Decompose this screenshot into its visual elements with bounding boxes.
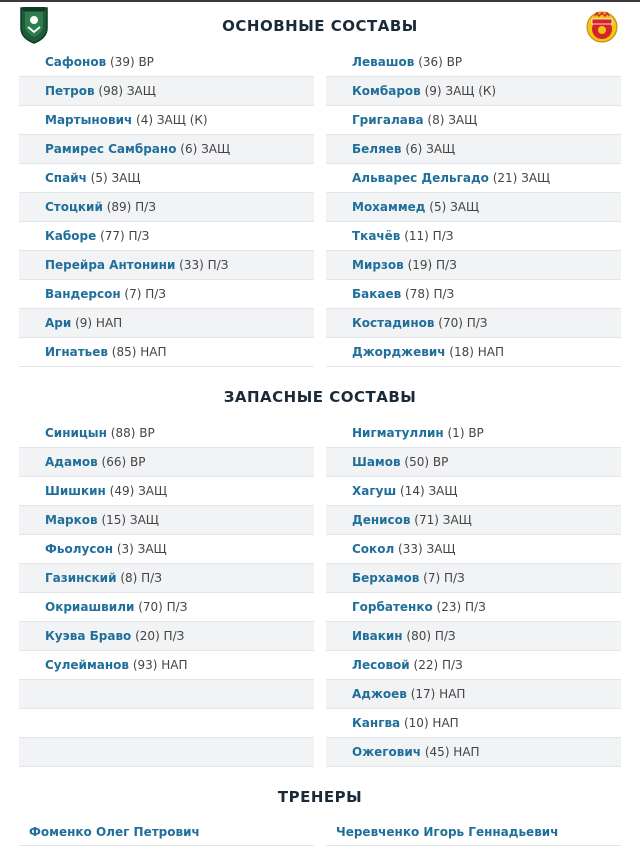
player-name-link[interactable]: Ари	[45, 316, 72, 330]
player-name-link[interactable]: Марков	[45, 513, 98, 527]
player-row[interactable]	[326, 622, 621, 651]
player-name-link[interactable]: Альварес Дельгадо	[352, 171, 489, 185]
player-row[interactable]	[19, 477, 314, 506]
player-row[interactable]	[326, 222, 621, 251]
player-name-link[interactable]: Шишкин	[45, 484, 106, 498]
player-name-link[interactable]: Адамов	[45, 455, 98, 469]
player-row[interactable]	[326, 135, 621, 164]
player-number-position: (22) П/З	[409, 658, 463, 672]
subs-away-list	[326, 419, 621, 767]
player-number-position: (80) П/З	[402, 629, 456, 643]
player-number-position: (23) П/З	[432, 600, 486, 614]
player-name-link[interactable]: Кангва	[352, 716, 401, 730]
player-row[interactable]	[326, 309, 621, 338]
player-row[interactable]	[19, 506, 314, 535]
player-row[interactable]	[326, 535, 621, 564]
player-name-link[interactable]: Денисов	[352, 513, 411, 527]
player-number-position: (4) ЗАЩ (К)	[132, 113, 208, 127]
empty-row	[19, 680, 314, 709]
player-name-link[interactable]: Хагуш	[352, 484, 397, 498]
player-number-position: (6) ЗАЩ	[176, 142, 231, 156]
player-number-position: (15) ЗАЩ	[97, 513, 159, 527]
player-number-position: (3) ЗАЩ	[113, 542, 167, 556]
top-border	[0, 0, 640, 2]
player-number-position: (85) НАП	[107, 345, 167, 359]
player-row[interactable]	[19, 106, 314, 135]
player-row[interactable]	[326, 448, 621, 477]
away-coach-link[interactable]: Черевченко Игорь Геннадьевич	[326, 817, 621, 846]
player-number-position: (8) П/З	[116, 571, 162, 585]
starting-away-list	[326, 48, 621, 367]
player-number-position: (70) П/З	[134, 600, 188, 614]
player-row[interactable]	[19, 535, 314, 564]
player-row[interactable]	[326, 193, 621, 222]
empty-row	[19, 738, 314, 767]
player-row[interactable]	[326, 280, 621, 309]
player-number-position: (50) ВР	[400, 455, 449, 469]
player-row[interactable]	[19, 651, 314, 680]
player-name-link[interactable]: Фьолусон	[45, 542, 113, 556]
player-name-link[interactable]: Вандерсон	[45, 287, 121, 301]
player-row[interactable]	[326, 506, 621, 535]
player-row[interactable]	[326, 738, 621, 767]
player-number-position: (9) НАП	[71, 316, 123, 330]
player-name-link[interactable]: Лесовой	[352, 658, 410, 672]
player-row[interactable]	[326, 680, 621, 709]
player-name-link[interactable]: Беляев	[352, 142, 402, 156]
player-name-link[interactable]: Мартынович	[45, 113, 133, 127]
player-row[interactable]	[19, 164, 314, 193]
player-number-position: (10) НАП	[400, 716, 459, 730]
player-name-link[interactable]: Сокол	[352, 542, 395, 556]
player-row[interactable]	[19, 338, 314, 367]
player-name-link[interactable]: Рамирес Самбрано	[45, 142, 177, 156]
player-row[interactable]	[19, 48, 314, 77]
player-name-link[interactable]: Каборе	[45, 229, 97, 243]
player-name-link[interactable]: Мохаммед	[352, 200, 426, 214]
player-number-position: (70) П/З	[434, 316, 488, 330]
player-number-position: (5) ЗАЩ	[86, 171, 141, 185]
player-number-position: (14) ЗАЩ	[396, 484, 458, 498]
player-row[interactable]	[19, 222, 314, 251]
player-row[interactable]	[326, 48, 621, 77]
player-name-link[interactable]: Ожегович	[352, 745, 422, 759]
player-name-link[interactable]: Бакаев	[352, 287, 402, 301]
player-name-link[interactable]: Спайч	[45, 171, 87, 185]
player-name-link[interactable]: Газинский	[45, 571, 117, 585]
player-number-position: (18) НАП	[445, 345, 505, 359]
player-number-position: (71) ЗАЩ	[410, 513, 472, 527]
player-name-link[interactable]: Комбаров	[352, 84, 421, 98]
player-name-link[interactable]: Шамов	[352, 455, 401, 469]
player-name-link[interactable]: Куэва Браво	[45, 629, 132, 643]
player-number-position: (98) ЗАЩ	[94, 84, 156, 98]
player-number-position: (6) ЗАЩ	[401, 142, 456, 156]
player-row[interactable]	[326, 564, 621, 593]
player-name-link[interactable]: Берхамов	[352, 571, 420, 585]
player-number-position: (66) ВР	[97, 455, 146, 469]
player-name-link[interactable]: Сафонов	[45, 55, 107, 69]
player-number-position: (7) П/З	[419, 571, 465, 585]
player-row[interactable]	[19, 280, 314, 309]
player-name-link[interactable]: Нигматуллин	[352, 426, 444, 440]
player-row[interactable]	[326, 338, 621, 367]
player-name-link[interactable]: Джорджевич	[352, 345, 446, 359]
player-row[interactable]	[19, 309, 314, 338]
player-row[interactable]	[326, 164, 621, 193]
player-row[interactable]	[326, 593, 621, 622]
player-row[interactable]	[326, 709, 621, 738]
player-number-position: (77) П/З	[96, 229, 150, 243]
player-number-position: (20) П/З	[131, 629, 185, 643]
player-row[interactable]	[19, 251, 314, 280]
player-number-position: (89) П/З	[102, 200, 156, 214]
player-name-link[interactable]: Синицын	[45, 426, 107, 440]
player-name-link[interactable]: Ивакин	[352, 629, 403, 643]
subs-heading: ЗАПАСНЫЕ СОСТАВЫ	[223, 388, 417, 406]
player-name-link[interactable]: Игнатьев	[45, 345, 108, 359]
player-number-position: (78) П/З	[401, 287, 455, 301]
player-number-position: (39) ВР	[106, 55, 154, 69]
player-row[interactable]	[326, 77, 621, 106]
home-coach-link[interactable]: Фоменко Олег Петрович	[19, 817, 314, 846]
player-row[interactable]	[19, 564, 314, 593]
player-name-link[interactable]: Перейра Антонини	[45, 258, 176, 272]
player-row[interactable]	[19, 419, 314, 448]
player-name-link[interactable]: Окриашвили	[45, 600, 135, 614]
player-row[interactable]	[19, 622, 314, 651]
player-number-position: (5) ЗАЩ	[425, 200, 480, 214]
player-number-position: (33) П/З	[175, 258, 229, 272]
player-row[interactable]	[19, 593, 314, 622]
starting-lineups-heading: ОСНОВНЫЕ СОСТАВЫ	[222, 17, 418, 35]
player-row[interactable]	[326, 477, 621, 506]
player-name-link[interactable]: Сулейманов	[45, 658, 129, 672]
player-name-link[interactable]: Ткачёв	[352, 229, 401, 243]
player-number-position: (93) НАП	[129, 658, 188, 672]
player-number-position: (36) ВР	[414, 55, 463, 69]
player-number-position: (33) ЗАЩ	[394, 542, 456, 556]
player-number-position: (11) П/З	[400, 229, 454, 243]
subs-home-list	[19, 419, 314, 767]
player-number-position: (7) П/З	[120, 287, 166, 301]
player-row[interactable]	[326, 651, 621, 680]
player-name-link[interactable]: Левашов	[352, 55, 415, 69]
player-number-position: (21) ЗАЩ	[488, 171, 551, 185]
player-number-position: (88) ВР	[106, 426, 155, 440]
player-name-link[interactable]: Горбатенко	[352, 600, 433, 614]
coaches-heading: ТРЕНЕРЫ	[277, 788, 363, 806]
player-name-link[interactable]: Костадинов	[352, 316, 435, 330]
player-row[interactable]	[326, 106, 621, 135]
player-row[interactable]	[19, 77, 314, 106]
player-name-link[interactable]: Стоцкий	[45, 200, 103, 214]
player-name-link[interactable]: Петров	[45, 84, 95, 98]
player-number-position: (17) НАП	[406, 687, 466, 701]
player-number-position: (19) П/З	[403, 258, 457, 272]
player-row[interactable]	[19, 448, 314, 477]
starting-home-list	[19, 48, 314, 367]
player-number-position: (49) ЗАЩ	[105, 484, 168, 498]
player-number-position: (9) ЗАЩ (К)	[420, 84, 497, 98]
player-number-position: (1) ВР	[443, 426, 484, 440]
player-number-position: (8) ЗАЩ	[423, 113, 478, 127]
player-name-link[interactable]: Григалава	[352, 113, 424, 127]
player-number-position: (45) НАП	[421, 745, 480, 759]
empty-row	[19, 709, 314, 738]
player-row[interactable]	[19, 135, 314, 164]
player-name-link[interactable]: Аджоев	[352, 687, 407, 701]
player-row[interactable]	[19, 193, 314, 222]
player-name-link[interactable]: Мирзов	[352, 258, 404, 272]
player-row[interactable]	[326, 419, 621, 448]
player-row[interactable]	[326, 251, 621, 280]
